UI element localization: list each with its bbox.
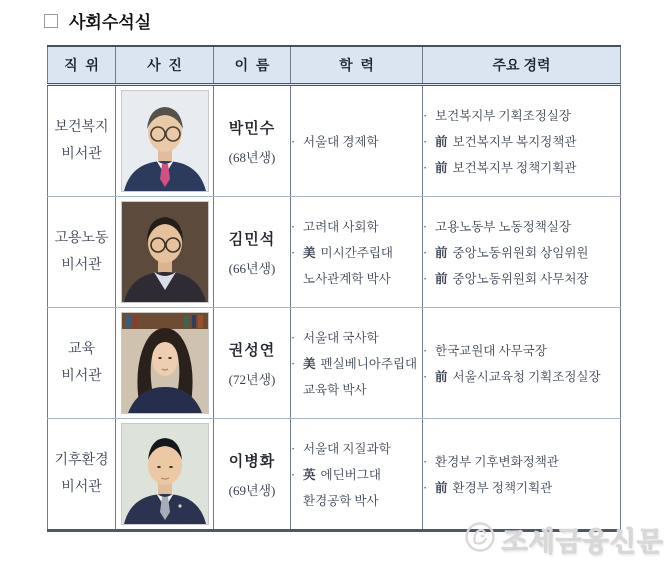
portrait-photo bbox=[121, 312, 209, 414]
column-header-education: 학 력 bbox=[291, 46, 423, 85]
newspaper-logo-icon bbox=[464, 521, 496, 558]
birth-year: (69년생) bbox=[228, 482, 276, 498]
career-item: · 前 중앙노동위원회 상임위원 bbox=[423, 246, 589, 260]
career-item: · 前 보건복지부 정책기획관 bbox=[423, 161, 577, 175]
career-cell bbox=[423, 308, 621, 419]
square-bullet-icon bbox=[44, 14, 58, 28]
table-row bbox=[48, 419, 621, 531]
table-row bbox=[48, 197, 621, 308]
education-item: · 美 펜실베니아주립대 bbox=[291, 357, 418, 371]
education-item: · 서울대 국사학 bbox=[291, 331, 379, 345]
career-cell bbox=[423, 197, 621, 308]
career-item: · 前 서울시교육청 기획조정실장 bbox=[423, 370, 601, 384]
education-item: 노사관계학 박사 bbox=[303, 272, 391, 286]
position-cell: 교육 비서관 bbox=[48, 308, 116, 419]
education-cell bbox=[291, 197, 423, 308]
education-item: · 서울대 경제학 bbox=[291, 135, 379, 149]
table-row bbox=[48, 85, 621, 197]
education-item: · 英 에딘버그대 bbox=[291, 468, 381, 482]
person-name: 이병화 bbox=[228, 453, 276, 470]
career-item: · 前 환경부 정책기획관 bbox=[423, 481, 553, 495]
newspaper-watermark bbox=[464, 520, 665, 559]
education-item: · 서울대 지질과학 bbox=[291, 442, 391, 456]
portrait-photo bbox=[121, 423, 209, 525]
career-cell bbox=[423, 85, 621, 197]
birth-year: (68년생) bbox=[228, 149, 276, 165]
photo-cell bbox=[116, 85, 214, 197]
name-cell bbox=[214, 85, 291, 197]
education-item: · 美 미시간주립대 bbox=[291, 246, 393, 260]
career-item: · 고용노동부 노동정책실장 bbox=[423, 220, 571, 234]
career-item: · 한국교원대 사무국장 bbox=[423, 344, 547, 358]
person-name: 권성연 bbox=[228, 342, 276, 359]
column-header-position: 직 위 bbox=[48, 46, 116, 85]
career-item: · 환경부 기후변화정책관 bbox=[423, 455, 559, 469]
education-item: · 고려대 사회학 bbox=[291, 220, 379, 234]
career-cell bbox=[423, 419, 621, 531]
table-header-row bbox=[48, 46, 621, 85]
name-cell bbox=[214, 419, 291, 531]
photo-cell bbox=[116, 308, 214, 419]
table-row bbox=[48, 308, 621, 419]
education-item: 교육학 박사 bbox=[303, 383, 367, 397]
birth-year: (66년생) bbox=[228, 260, 276, 276]
education-cell bbox=[291, 308, 423, 419]
personnel-table bbox=[47, 45, 621, 532]
education-cell bbox=[291, 419, 423, 531]
education-cell bbox=[291, 85, 423, 197]
portrait-photo bbox=[121, 201, 209, 303]
person-name: 박민수 bbox=[228, 120, 276, 137]
position-cell: 고용노동 비서관 bbox=[48, 197, 116, 308]
person-name: 김민석 bbox=[228, 231, 276, 248]
career-item: · 前 중앙노동위원회 사무처장 bbox=[423, 272, 589, 286]
column-header-photo: 사 진 bbox=[116, 46, 214, 85]
position-cell: 기후환경 비서관 bbox=[48, 419, 116, 531]
education-item: 환경공학 박사 bbox=[303, 494, 379, 508]
portrait-photo bbox=[121, 90, 209, 192]
career-item: · 前 보건복지부 복지정책관 bbox=[423, 135, 577, 149]
photo-cell bbox=[116, 197, 214, 308]
photo-cell bbox=[116, 419, 214, 531]
career-item: · 보건복지부 기획조정실장 bbox=[423, 109, 571, 123]
name-cell bbox=[214, 308, 291, 419]
watermark-text: 조세금융신문 bbox=[501, 527, 664, 557]
name-cell bbox=[214, 197, 291, 308]
section-title-text: 사회수석실 bbox=[69, 13, 152, 32]
column-header-career: 주요 경력 bbox=[423, 46, 621, 85]
birth-year: (72년생) bbox=[228, 371, 276, 387]
column-header-name: 이 름 bbox=[214, 46, 291, 85]
position-cell: 보건복지 비서관 bbox=[48, 85, 116, 197]
section-title bbox=[44, 8, 151, 33]
